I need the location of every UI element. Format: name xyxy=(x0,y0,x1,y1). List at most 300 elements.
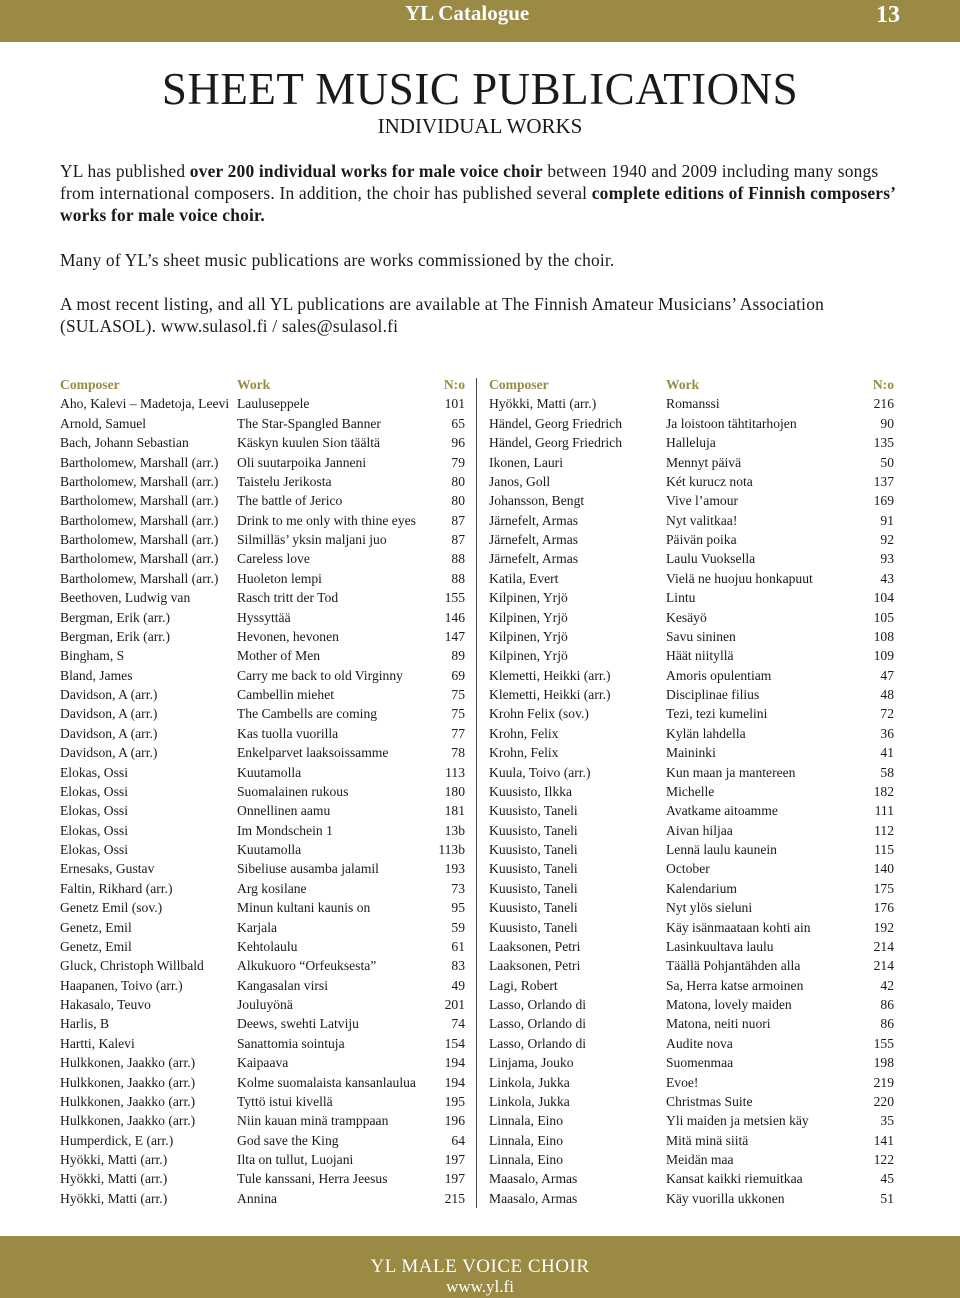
number-cell: 49 xyxy=(451,977,465,993)
table-row xyxy=(60,898,465,917)
composer-cell: Järnefelt, Armas xyxy=(489,551,579,567)
catalog-table-left xyxy=(60,375,465,1208)
table-row xyxy=(489,801,894,820)
work-cell: Onnellinen aamu xyxy=(237,803,331,819)
header-work: Work xyxy=(666,377,700,392)
work-cell: Im Mondschein 1 xyxy=(237,822,333,838)
number-cell: 155 xyxy=(444,590,465,606)
number-cell: 112 xyxy=(874,822,894,838)
composer-cell: Kuusisto, Ilkka xyxy=(489,783,573,799)
composer-cell: Davidson, A (arr.) xyxy=(60,725,158,741)
number-cell: 72 xyxy=(880,706,894,722)
number-cell: 111 xyxy=(874,803,894,819)
table-row xyxy=(60,511,465,530)
table-row xyxy=(60,569,465,588)
table-row xyxy=(489,1014,894,1033)
work-cell: October xyxy=(666,861,710,877)
work-cell: Vive l’amour xyxy=(666,493,739,509)
column-divider xyxy=(476,378,477,1208)
work-cell: Savu sininen xyxy=(666,628,736,644)
table-row xyxy=(60,627,465,646)
number-cell: 65 xyxy=(451,415,465,431)
table-row xyxy=(60,453,465,472)
work-cell: God save the King xyxy=(237,1132,339,1148)
number-cell: 74 xyxy=(451,1016,465,1032)
number-cell: 215 xyxy=(444,1190,465,1206)
table-row xyxy=(489,1034,894,1053)
number-cell: 169 xyxy=(873,493,894,509)
work-cell: Arg kosilane xyxy=(237,880,307,896)
table-row xyxy=(489,859,894,878)
work-cell: Ilta on tullut, Luojani xyxy=(237,1152,354,1167)
composer-cell: Hartti, Kalevi xyxy=(60,1035,135,1051)
table-row xyxy=(60,1034,465,1053)
table-row xyxy=(489,491,894,510)
catalogue-title: YL Catalogue xyxy=(405,1,530,25)
number-cell: 77 xyxy=(451,725,465,741)
header-work: Work xyxy=(237,377,271,392)
header-composer: Composer xyxy=(489,377,549,392)
table-row xyxy=(489,1073,894,1092)
work-cell: Két kurucz nota xyxy=(666,473,753,489)
work-cell: Kun maan ja mantereen xyxy=(666,764,796,780)
composer-cell: Händel, Georg Friedrich xyxy=(489,415,623,431)
work-cell: Taistelu Jerikosta xyxy=(237,473,332,489)
table-row xyxy=(489,763,894,782)
table-row xyxy=(60,472,465,491)
composer-cell: Hyökki, Matti (arr.) xyxy=(60,1190,168,1206)
work-cell: Audite nova xyxy=(666,1035,733,1051)
number-cell: 105 xyxy=(873,609,894,625)
table-row xyxy=(60,491,465,510)
number-cell: 196 xyxy=(444,1113,465,1129)
table-header xyxy=(60,375,465,394)
table-row xyxy=(489,879,894,898)
composer-cell: Bach, Johann Sebastian xyxy=(60,435,189,451)
number-cell: 80 xyxy=(451,473,465,489)
table-row xyxy=(60,1189,465,1208)
work-cell: Käy vuorilla ukkonen xyxy=(666,1190,785,1206)
work-cell: Käy isänmaataan kohti ain xyxy=(666,919,811,935)
composer-cell: Järnefelt, Armas xyxy=(489,512,579,528)
composer-cell: Bland, James xyxy=(60,667,133,683)
number-cell: 197 xyxy=(444,1171,465,1187)
composer-cell: Elokas, Ossi xyxy=(60,803,128,819)
number-cell: 201 xyxy=(444,997,465,1012)
table-row xyxy=(489,976,894,995)
number-cell: 50 xyxy=(880,454,894,470)
table-row xyxy=(60,956,465,975)
composer-cell: Kuusisto, Taneli xyxy=(489,822,578,838)
number-cell: 87 xyxy=(451,532,465,547)
number-cell: 86 xyxy=(880,1016,894,1032)
table-header xyxy=(489,375,894,394)
number-cell: 154 xyxy=(444,1035,465,1051)
work-cell: Hyssyttää xyxy=(237,609,291,625)
work-cell: Sibeliuse ausamba jalamil xyxy=(237,861,379,877)
work-cell: Suomalainen rukous xyxy=(237,783,349,799)
composer-cell: Harlis, B xyxy=(60,1016,110,1032)
composer-cell: Arnold, Samuel xyxy=(60,415,147,431)
number-cell: 51 xyxy=(880,1190,894,1206)
table-row xyxy=(489,724,894,743)
composer-cell: Bingham, S xyxy=(60,648,125,664)
number-cell: 176 xyxy=(873,900,894,916)
composer-cell: Maasalo, Armas xyxy=(489,1190,578,1206)
work-cell: Kas tuolla vuorilla xyxy=(237,725,339,741)
composer-cell: Kuusisto, Taneli xyxy=(489,919,578,935)
work-cell: Tule kanssani, Herra Jeesus xyxy=(237,1171,388,1187)
work-cell: Huoleton lempi xyxy=(237,570,322,586)
composer-cell: Klemetti, Heikki (arr.) xyxy=(489,667,611,683)
number-cell: 193 xyxy=(444,861,465,877)
work-cell: Tezi, tezi kumelini xyxy=(666,706,768,722)
work-cell: Deews, swehti Latviju xyxy=(237,1016,359,1032)
work-cell: Vielä ne huojuu honkapuut xyxy=(666,570,813,586)
work-cell: Tyttö istui kivellä xyxy=(237,1093,333,1109)
composer-cell: Genetz Emil (sov.) xyxy=(60,900,163,916)
page-number: 13 xyxy=(876,2,900,28)
work-cell: Meidän maa xyxy=(666,1152,734,1167)
work-cell: Silmilläs’ yksin maljani juo xyxy=(237,532,387,547)
work-cell: Täällä Pohjantähden alla xyxy=(666,958,801,974)
table-row xyxy=(60,414,465,433)
composer-cell: Gluck, Christoph Willbald xyxy=(60,958,204,974)
number-cell: 96 xyxy=(451,435,465,451)
number-cell: 88 xyxy=(451,551,465,567)
work-cell: Aivan hiljaa xyxy=(666,822,733,838)
work-cell: Päivän poika xyxy=(666,532,737,547)
composer-cell: Bartholomew, Marshall (arr.) xyxy=(60,454,219,470)
work-cell: The battle of Jerico xyxy=(237,493,343,509)
composer-cell: Hulkkonen, Jaakko (arr.) xyxy=(60,1074,196,1090)
composer-cell: Bergman, Erik (arr.) xyxy=(60,628,170,644)
work-cell: Mitä minä siitä xyxy=(666,1132,749,1148)
table-row xyxy=(60,763,465,782)
table-row xyxy=(60,1131,465,1150)
composer-cell: Genetz, Emil xyxy=(60,919,132,935)
table-row xyxy=(489,995,894,1014)
number-cell: 195 xyxy=(444,1093,465,1109)
work-cell: Kaipaava xyxy=(237,1055,289,1071)
work-cell: Ja loistoon tähtitarhojen xyxy=(666,415,797,431)
table-row xyxy=(489,433,894,452)
table-row xyxy=(60,879,465,898)
work-cell: Kylän lahdella xyxy=(666,725,746,741)
composer-cell: Kuusisto, Taneli xyxy=(489,880,578,896)
table-row xyxy=(489,1111,894,1130)
table-row xyxy=(60,1169,465,1188)
table-row xyxy=(60,646,465,665)
number-cell: 147 xyxy=(444,628,465,644)
table-row xyxy=(60,530,465,549)
table-row xyxy=(489,704,894,723)
number-cell: 48 xyxy=(880,687,894,702)
number-cell: 115 xyxy=(874,842,894,857)
table-row xyxy=(60,1150,465,1169)
table-row xyxy=(489,743,894,762)
composer-cell: Elokas, Ossi xyxy=(60,842,128,857)
composer-cell: Aho, Kalevi – Madetoja, Leevi xyxy=(60,396,230,412)
number-cell: 101 xyxy=(444,396,465,412)
work-cell: Enkelparvet laaksoissamme xyxy=(237,745,389,761)
table-row xyxy=(489,937,894,956)
number-cell: 194 xyxy=(444,1074,465,1090)
table-row xyxy=(60,433,465,452)
number-cell: 122 xyxy=(873,1152,894,1167)
number-cell: 79 xyxy=(451,454,465,470)
number-cell: 73 xyxy=(451,880,465,896)
work-cell: Alkukuoro “Orfeuksesta” xyxy=(237,958,377,974)
composer-cell: Kuusisto, Taneli xyxy=(489,842,578,857)
composer-cell: Elokas, Ossi xyxy=(60,764,128,780)
table-row xyxy=(489,1169,894,1188)
composer-cell: Kilpinen, Yrjö xyxy=(489,609,568,625)
composer-cell: Kuusisto, Taneli xyxy=(489,861,578,877)
composer-cell: Kuusisto, Taneli xyxy=(489,900,578,916)
page-title: SHEET MUSIC PUBLICATIONS xyxy=(161,64,799,114)
composer-cell: Ernesaks, Gustav xyxy=(60,861,155,877)
number-cell: 45 xyxy=(880,1171,894,1187)
work-cell: Lauluseppele xyxy=(237,396,310,412)
table-row xyxy=(489,898,894,917)
work-cell: Kuutamolla xyxy=(237,842,302,857)
table-row xyxy=(60,821,465,840)
composer-cell: Krohn, Felix xyxy=(489,745,559,761)
composer-cell: Händel, Georg Friedrich xyxy=(489,435,623,451)
table-row xyxy=(489,685,894,704)
table-row xyxy=(60,1111,465,1130)
table-row xyxy=(60,1053,465,1072)
number-cell: 155 xyxy=(873,1035,894,1051)
work-cell: Häät niityllä xyxy=(666,648,734,664)
number-cell: 140 xyxy=(873,861,894,877)
header-bar xyxy=(0,0,960,42)
intro-bold-text: over 200 individual works for male voice choir xyxy=(189,161,543,181)
composer-cell: Lasso, Orlando di xyxy=(489,997,587,1012)
composer-cell: Lagi, Robert xyxy=(489,977,558,993)
composer-cell: Davidson, A (arr.) xyxy=(60,687,158,702)
work-cell: Drink to me only with thine eyes xyxy=(237,512,416,528)
number-cell: 93 xyxy=(880,551,894,567)
work-cell: Carry me back to old Virginny xyxy=(237,667,403,683)
work-cell: Lennä laulu kaunein xyxy=(666,842,777,857)
composer-cell: Linnala, Eino xyxy=(489,1152,563,1167)
table-row xyxy=(60,801,465,820)
number-cell: 175 xyxy=(873,880,894,896)
work-cell: Sanattomia sointuja xyxy=(237,1035,345,1051)
composer-cell: Maasalo, Armas xyxy=(489,1171,578,1187)
composer-cell: Bartholomew, Marshall (arr.) xyxy=(60,473,219,489)
work-cell: Käskyn kuulen Sion täältä xyxy=(237,435,381,451)
work-cell: Sa, Herra katse armoinen xyxy=(666,977,804,993)
number-cell: 104 xyxy=(873,590,894,606)
number-cell: 113b xyxy=(438,842,465,857)
composer-cell: Järnefelt, Armas xyxy=(489,532,579,547)
composer-cell: Linnala, Eino xyxy=(489,1132,563,1148)
composer-cell: Bartholomew, Marshall (arr.) xyxy=(60,551,219,567)
number-cell: 64 xyxy=(451,1132,465,1148)
header-number: N:o xyxy=(443,377,465,392)
number-cell: 61 xyxy=(451,938,465,954)
intro-text-segment: YL has published xyxy=(60,161,190,181)
number-cell: 75 xyxy=(451,687,465,702)
composer-cell: Johansson, Bengt xyxy=(489,493,585,509)
table-row xyxy=(489,1150,894,1169)
composer-cell: Kilpinen, Yrjö xyxy=(489,590,568,606)
composer-cell: Davidson, A (arr.) xyxy=(60,745,158,761)
footer-website-link[interactable]: www.yl.fi xyxy=(446,1277,514,1296)
table-row xyxy=(489,1092,894,1111)
composer-cell: Hyökki, Matti (arr.) xyxy=(60,1152,168,1167)
composer-cell: Bartholomew, Marshall (arr.) xyxy=(60,570,219,586)
table-row xyxy=(60,666,465,685)
work-cell: Minun kultani kaunis on xyxy=(237,900,371,916)
number-cell: 109 xyxy=(873,648,894,664)
number-cell: 91 xyxy=(880,512,894,528)
number-cell: 59 xyxy=(451,919,465,935)
table-row xyxy=(60,840,465,859)
intro-paragraph-3: A most recent listing, and all YL publications are available at The Finnish Amateur Musicians’ Association (SULASOL). www.sulasol.fi / sales@sulasol.fi xyxy=(60,294,825,336)
work-cell: Oli suutarpoika Janneni xyxy=(237,454,367,470)
table-row xyxy=(60,976,465,995)
work-cell: Cambellin miehet xyxy=(237,687,335,702)
number-cell: 146 xyxy=(444,609,465,625)
composer-cell: Janos, Goll xyxy=(489,473,551,489)
composer-cell: Linkola, Jukka xyxy=(489,1074,570,1090)
work-cell: Hevonen, hevonen xyxy=(237,628,339,644)
intro-paragraph-1 xyxy=(60,160,900,226)
work-cell: Disciplinae filius xyxy=(666,687,760,702)
table-row xyxy=(60,995,465,1014)
table-row xyxy=(60,394,465,413)
number-cell: 58 xyxy=(880,764,894,780)
table-row xyxy=(489,472,894,491)
composer-cell: Klemetti, Heikki (arr.) xyxy=(489,687,611,702)
work-cell: Kolme suomalaista kansanlaulua xyxy=(237,1074,416,1090)
number-cell: 36 xyxy=(880,725,894,741)
work-cell: Lintu xyxy=(666,590,696,606)
composer-cell: Linjama, Jouko xyxy=(489,1055,574,1071)
composer-cell: Bartholomew, Marshall (arr.) xyxy=(60,532,219,547)
work-cell: Suomenmaa xyxy=(666,1055,734,1071)
table-row xyxy=(489,530,894,549)
number-cell: 89 xyxy=(451,648,465,664)
composer-cell: Beethoven, Ludwig van xyxy=(60,590,191,606)
composer-cell: Kuula, Toivo (arr.) xyxy=(489,764,591,780)
composer-cell: Hulkkonen, Jaakko (arr.) xyxy=(60,1113,196,1129)
catalog-table-right xyxy=(489,375,894,1208)
number-cell: 180 xyxy=(444,783,465,799)
table-row xyxy=(60,859,465,878)
table-row xyxy=(489,1053,894,1072)
work-cell: Evoe! xyxy=(666,1074,699,1090)
table-row xyxy=(60,704,465,723)
composer-cell: Lasso, Orlando di xyxy=(489,1035,587,1051)
composer-cell: Bergman, Erik (arr.) xyxy=(60,609,170,625)
number-cell: 35 xyxy=(880,1113,894,1129)
number-cell: 42 xyxy=(880,977,894,993)
table-row xyxy=(489,782,894,801)
number-cell: 137 xyxy=(873,473,894,489)
table-row xyxy=(489,608,894,627)
composer-cell: Linnala, Eino xyxy=(489,1113,563,1129)
composer-cell: Elokas, Ossi xyxy=(60,822,128,838)
composer-cell: Haapanen, Toivo (arr.) xyxy=(60,977,183,993)
table-row xyxy=(489,1131,894,1150)
work-cell: Christmas Suite xyxy=(666,1093,753,1109)
work-cell: Amoris opulentiam xyxy=(666,667,772,683)
composer-cell: Ikonen, Lauri xyxy=(489,454,563,470)
table-row xyxy=(60,685,465,704)
header-number: N:o xyxy=(872,377,894,392)
table-row xyxy=(60,1073,465,1092)
table-row xyxy=(489,414,894,433)
table-row xyxy=(489,666,894,685)
work-cell: Karjala xyxy=(237,919,277,935)
work-cell: Jouluyönä xyxy=(237,997,293,1012)
composer-cell: Krohn, Felix xyxy=(489,725,559,741)
table-row xyxy=(60,918,465,937)
composer-cell: Humperdick, E (arr.) xyxy=(60,1132,174,1148)
composer-cell: Linkola, Jukka xyxy=(489,1093,570,1109)
table-row xyxy=(489,511,894,530)
work-cell: Kansat kaikki riemuitkaa xyxy=(666,1171,803,1187)
composer-cell: Kilpinen, Yrjö xyxy=(489,648,568,664)
intro-text xyxy=(60,160,900,337)
table-row xyxy=(60,1014,465,1033)
header-composer: Composer xyxy=(60,377,120,392)
number-cell: 41 xyxy=(880,745,894,761)
composer-cell: Davidson, A (arr.) xyxy=(60,706,158,722)
work-cell: Maininki xyxy=(666,745,716,761)
work-cell: Kangasalan virsi xyxy=(237,977,328,993)
work-cell: Rasch tritt der Tod xyxy=(237,590,339,606)
number-cell: 182 xyxy=(873,783,894,799)
table-row xyxy=(489,1189,894,1208)
table-row xyxy=(489,918,894,937)
table-row xyxy=(60,782,465,801)
work-cell: Michelle xyxy=(666,783,715,799)
table-row xyxy=(60,608,465,627)
composer-cell: Hyökki, Matti (arr.) xyxy=(489,396,597,412)
table-row xyxy=(489,627,894,646)
number-cell: 113 xyxy=(445,764,465,780)
work-cell: Kalendarium xyxy=(666,880,737,896)
number-cell: 90 xyxy=(880,415,894,431)
composer-cell: Lasso, Orlando di xyxy=(489,1016,587,1032)
footer-choir-name: YL MALE VOICE CHOIR xyxy=(370,1256,590,1277)
work-cell: Mother of Men xyxy=(237,648,321,664)
number-cell: 86 xyxy=(880,997,894,1012)
table-row xyxy=(489,588,894,607)
number-cell: 69 xyxy=(451,667,465,683)
composer-cell: Laaksonen, Petri xyxy=(489,938,581,954)
composer-cell: Laaksonen, Petri xyxy=(489,958,581,974)
work-cell: Nyt valitkaa! xyxy=(666,512,738,528)
number-cell: 95 xyxy=(451,900,465,916)
work-cell: Careless love xyxy=(237,551,310,567)
number-cell: 80 xyxy=(451,493,465,509)
number-cell: 219 xyxy=(873,1074,894,1090)
number-cell: 181 xyxy=(444,803,465,819)
table-row xyxy=(489,569,894,588)
composer-cell: Hakasalo, Teuvo xyxy=(60,997,151,1012)
composer-cell: Bartholomew, Marshall (arr.) xyxy=(60,512,219,528)
work-cell: Matona, lovely maiden xyxy=(666,997,792,1012)
table-row xyxy=(60,937,465,956)
work-cell: The Cambells are coming xyxy=(237,706,378,722)
